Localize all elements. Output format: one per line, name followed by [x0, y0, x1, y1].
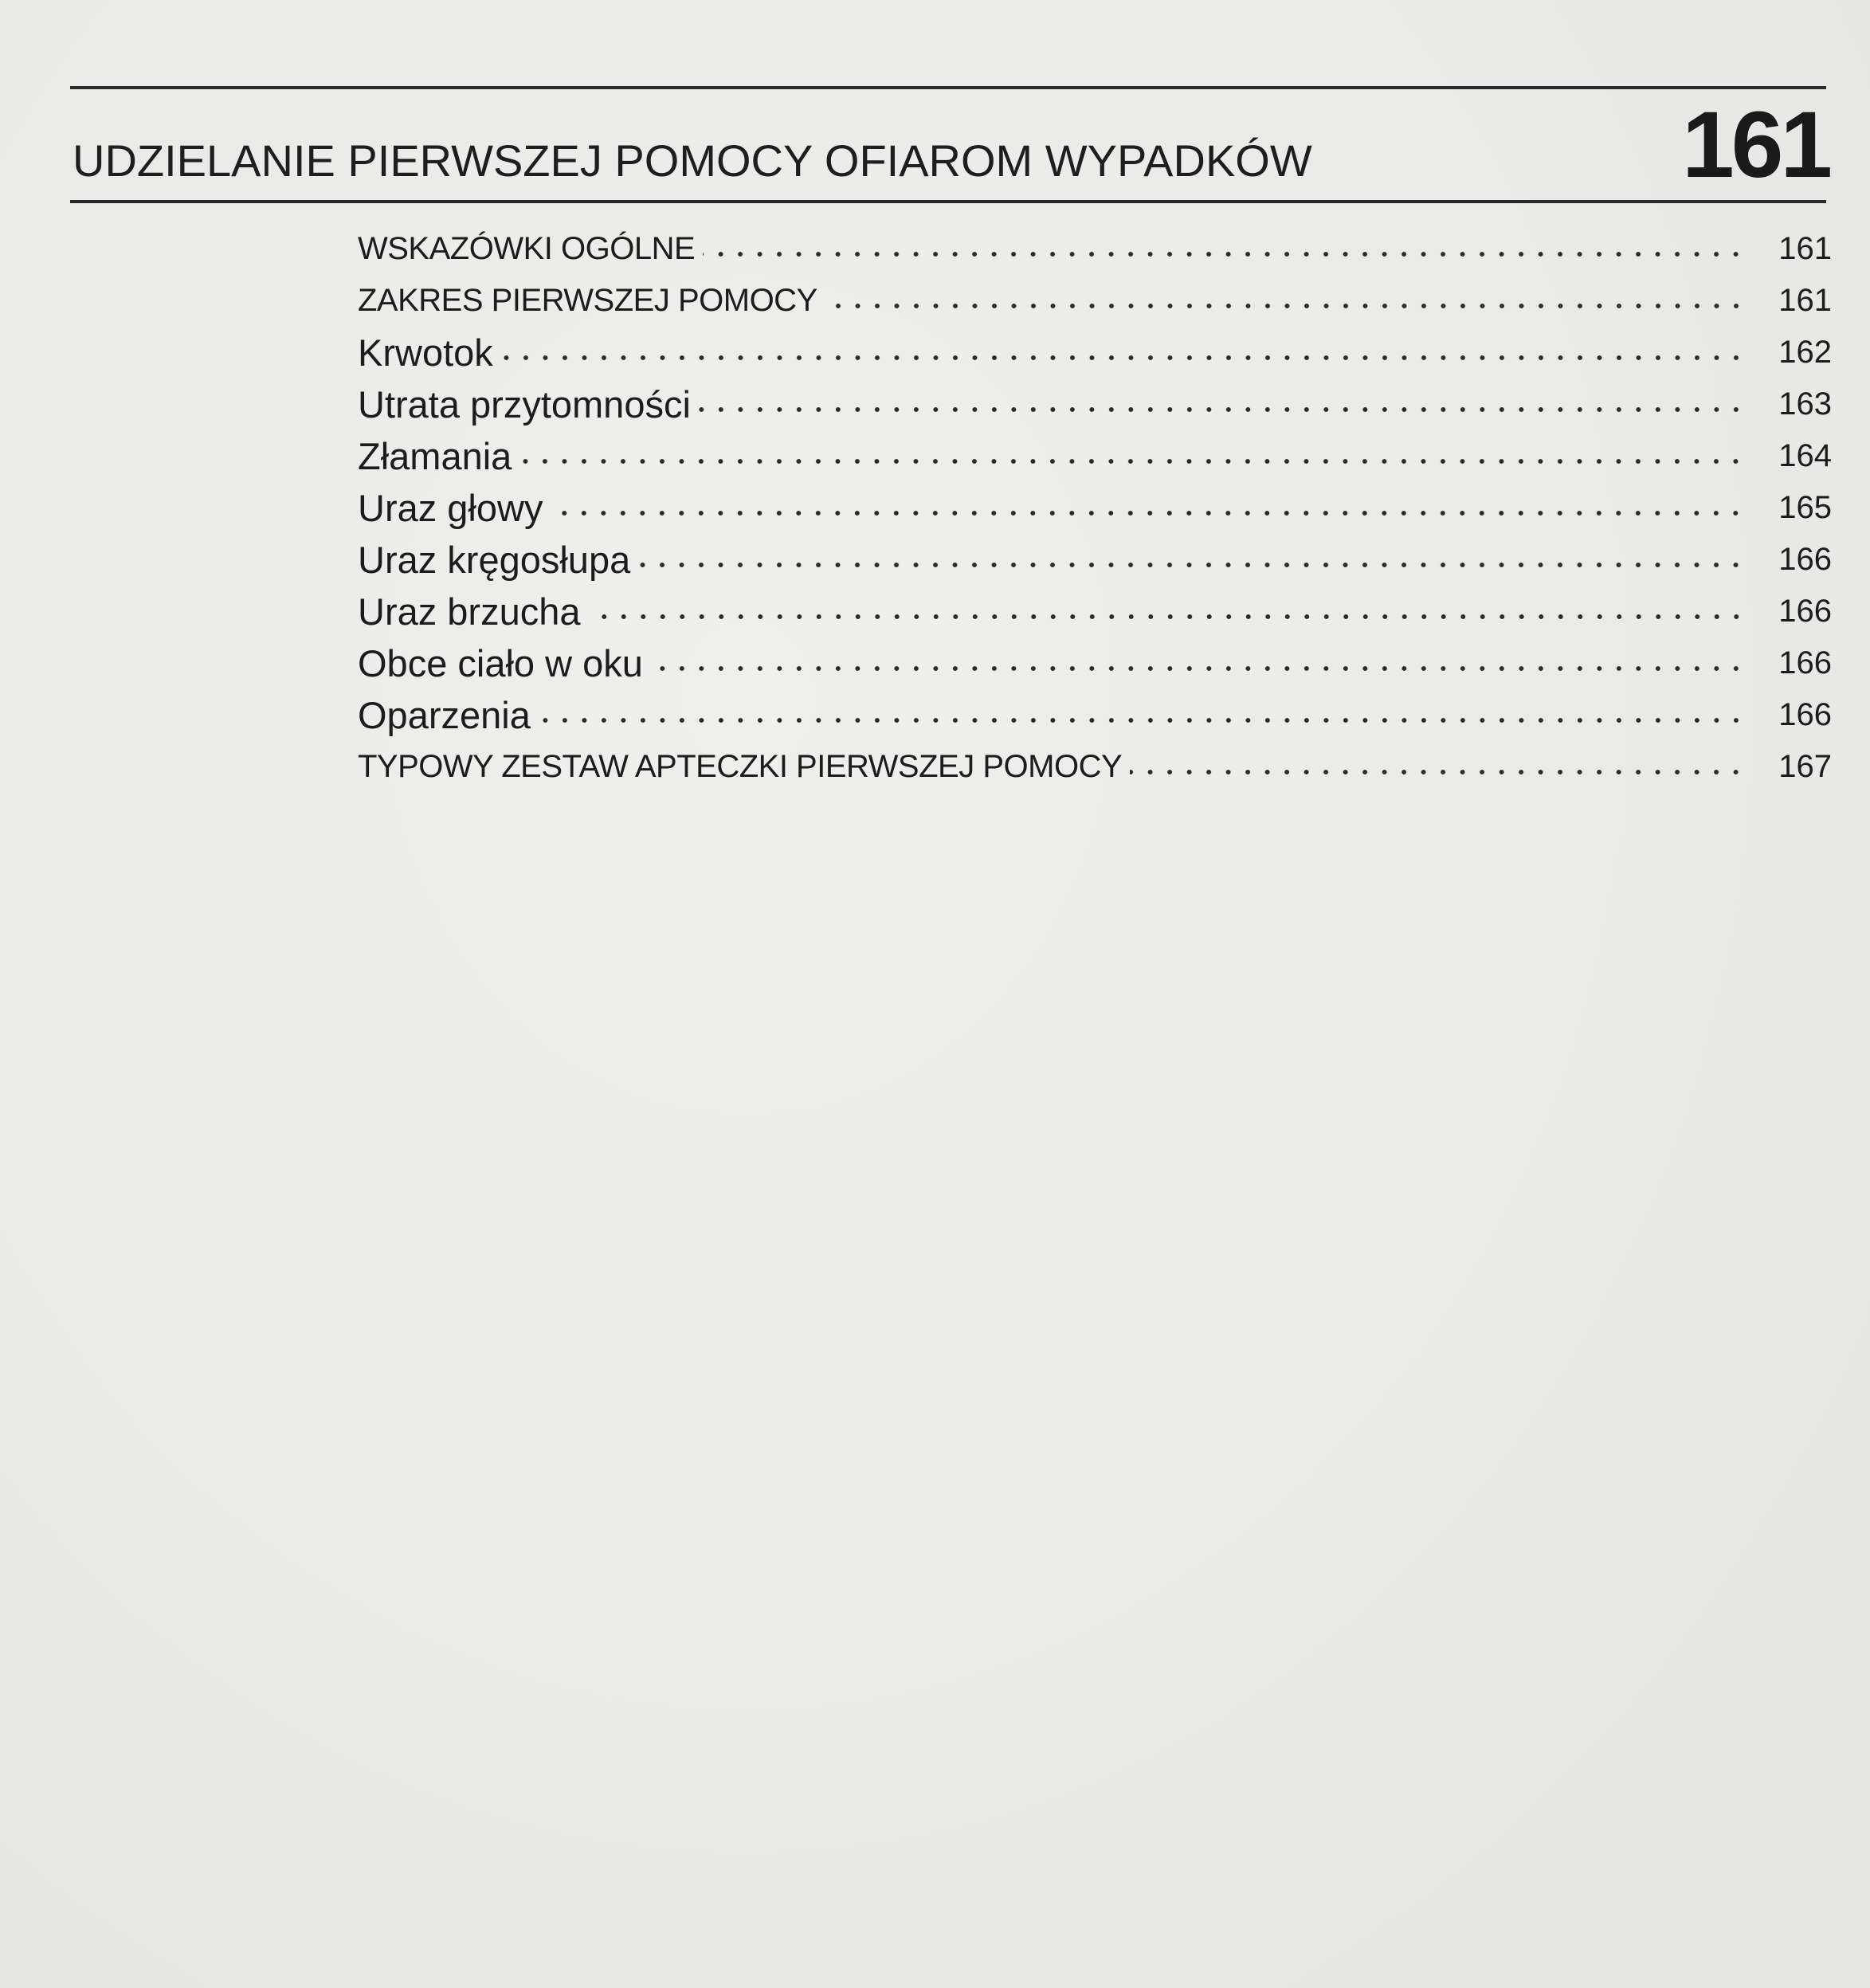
dot-leader	[519, 453, 1746, 469]
toc-entry-page: 162	[1778, 335, 1832, 370]
dot-leader	[539, 712, 1746, 728]
toc-entry-page: 166	[1778, 594, 1832, 629]
dot-leader	[699, 402, 1746, 418]
toc-entry-label: Utrata przytomności	[358, 383, 691, 425]
toc-entry-page: 161	[1778, 231, 1832, 266]
toc-entry-page: 166	[1778, 645, 1832, 680]
header-bottom-rule	[70, 200, 1826, 203]
toc-entry-label: Obce ciało w oku	[358, 642, 643, 684]
chapter-page-number: 161	[1682, 92, 1829, 198]
header-top-rule	[70, 86, 1826, 89]
toc-entry[interactable]	[358, 637, 1832, 689]
toc-entry-page: 161	[1778, 283, 1832, 318]
toc-entry[interactable]	[358, 741, 1832, 793]
chapter-title: UDZIELANIE PIERWSZEJ POMOCY OFIAROM WYPADKÓW	[73, 135, 1312, 186]
toc-entry-page: 163	[1778, 386, 1832, 422]
toc-entry-label: ZAKRES PIERWSZEJ POMOCY	[358, 283, 817, 318]
toc-entry-page: 166	[1778, 542, 1832, 577]
toc-entry-label: Krwotok	[358, 331, 493, 374]
toc-entry-label: Uraz kręgosłupa	[358, 539, 631, 581]
toc-entry[interactable]	[358, 223, 1832, 275]
toc-entry-page: 166	[1778, 697, 1832, 732]
toc-entry[interactable]	[358, 275, 1832, 327]
dot-leader	[1130, 764, 1746, 780]
toc-entry[interactable]	[358, 689, 1832, 741]
toc-entry[interactable]	[358, 430, 1832, 482]
toc-entry[interactable]	[358, 534, 1832, 586]
toc-entry-page: 164	[1778, 438, 1832, 473]
dot-leader	[589, 609, 1747, 625]
dot-leader	[825, 298, 1746, 314]
toc-entry[interactable]	[358, 327, 1832, 378]
dot-leader	[651, 661, 1746, 676]
dot-leader	[551, 505, 1746, 521]
dot-leader	[703, 246, 1746, 262]
toc-entry[interactable]	[358, 586, 1832, 637]
toc-entry-label: Uraz brzucha	[358, 590, 581, 633]
toc-entry[interactable]	[358, 482, 1832, 534]
toc-entry-label: Uraz głowy	[358, 487, 543, 529]
toc-entry-page: 167	[1778, 749, 1832, 784]
toc-entry[interactable]	[358, 378, 1832, 430]
dot-leader	[501, 350, 1746, 366]
toc-entry-label: Złamania	[358, 435, 512, 477]
toc-entry-label: TYPOWY ZESTAW APTECZKI PIERWSZEJ POMOCY	[358, 749, 1123, 784]
table-of-contents	[358, 223, 1832, 793]
toc-entry-page: 165	[1778, 490, 1832, 525]
toc-entry-label: Oparzenia	[358, 694, 531, 736]
dot-leader	[638, 557, 1746, 573]
toc-entry-label: WSKAZÓWKI OGÓLNE	[358, 231, 696, 266]
